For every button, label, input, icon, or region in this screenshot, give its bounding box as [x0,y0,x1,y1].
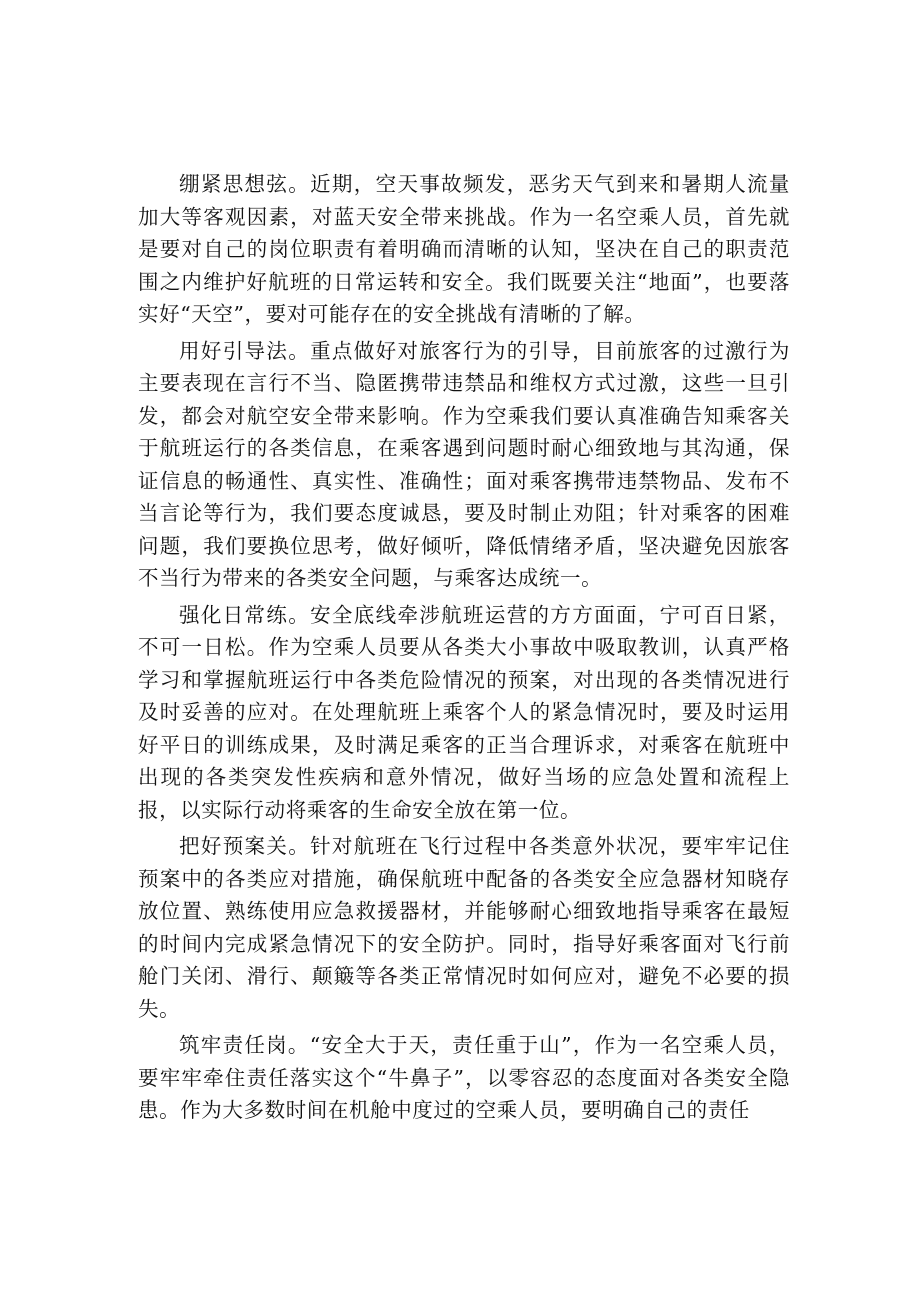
paragraph-responsibility: 筑牢责任岗。“安全大于天，责任重于山”，作为一名空乘人员，要牢牢牵住责任落实这个“牛鼻子”，以零容忍的态度面对各类安全隐患。作为大多数时间在机舱中度过的空乘人员，要明确自己的责任 [138,1033,790,1122]
paragraph-contingency-plan: 把好预案关。针对航班在飞行过程中各类意外状况，要牢牢记住预案中的各类应对措施，确保航班中配备的各类安全应急器材知晓存放位置、熟练使用应急救援器材，并能够耐心细致地指导乘客在最短的时间内完成紧急情况下的安全防护。同时，指导好乘客面对飞行前舱门关闭、滑行、颠簸等各类正常情况时如何应对，避免不必要的损失。 [138,834,790,1021]
paragraph-daily-training: 强化日常练。安全底线牵涉航班运营的方方面面，宁可百日紧，不可一日松。作为空乘人员要从各类大小事故中吸取教训，认真严格学习和掌握航班运行中各类危险情况的预案，对出现的各类情况进行及时妥善的应对。在处理航班上乘客个人的紧急情况时，要及时运用好平日的训练成果，及时满足乘客的正当合理诉求，对乘客在航班中出现的各类突发性疾病和意外情况，做好当场的应急处置和流程上报，以实际行动将乘客的生命安全放在第一位。 [138,602,790,822]
paragraph-tighten-mindset: 绷紧思想弦。近期，空天事故频发，恶劣天气到来和暑期人流量加大等客观因素，对蓝天安全带来挑战。作为一名空乘人员，首先就是要对自己的岗位职责有着明确而清晰的认知，坚决在自己的职责范围之内维护好航班的日常运转和安全。我们既要关注“地面”，也要落实好“天空”，要对可能存在的安全挑战有清晰的了解。 [138,172,790,326]
paragraph-guidance-method: 用好引导法。重点做好对旅客行为的引导，目前旅客的过激行为主要表现在言行不当、隐匿携带违禁品和维权方式过激，这些一旦引发，都会对航空安全带来影响。作为空乘我们要认真准确告知乘客关于航班运行的各类信息，在乘客遇到问题时耐心细致地与其沟通，保证信息的畅通性、真实性、准确性；面对乘客携带违禁物品、发布不当言论等行为，我们要态度诚恳，要及时制止劝阻；针对乘客的困难问题，我们要换位思考，做好倾听，降低情绪矛盾，坚决避免因旅客不当行为带来的各类安全问题，与乘客达成统一。 [138,338,790,590]
document-body [138,168,790,1127]
